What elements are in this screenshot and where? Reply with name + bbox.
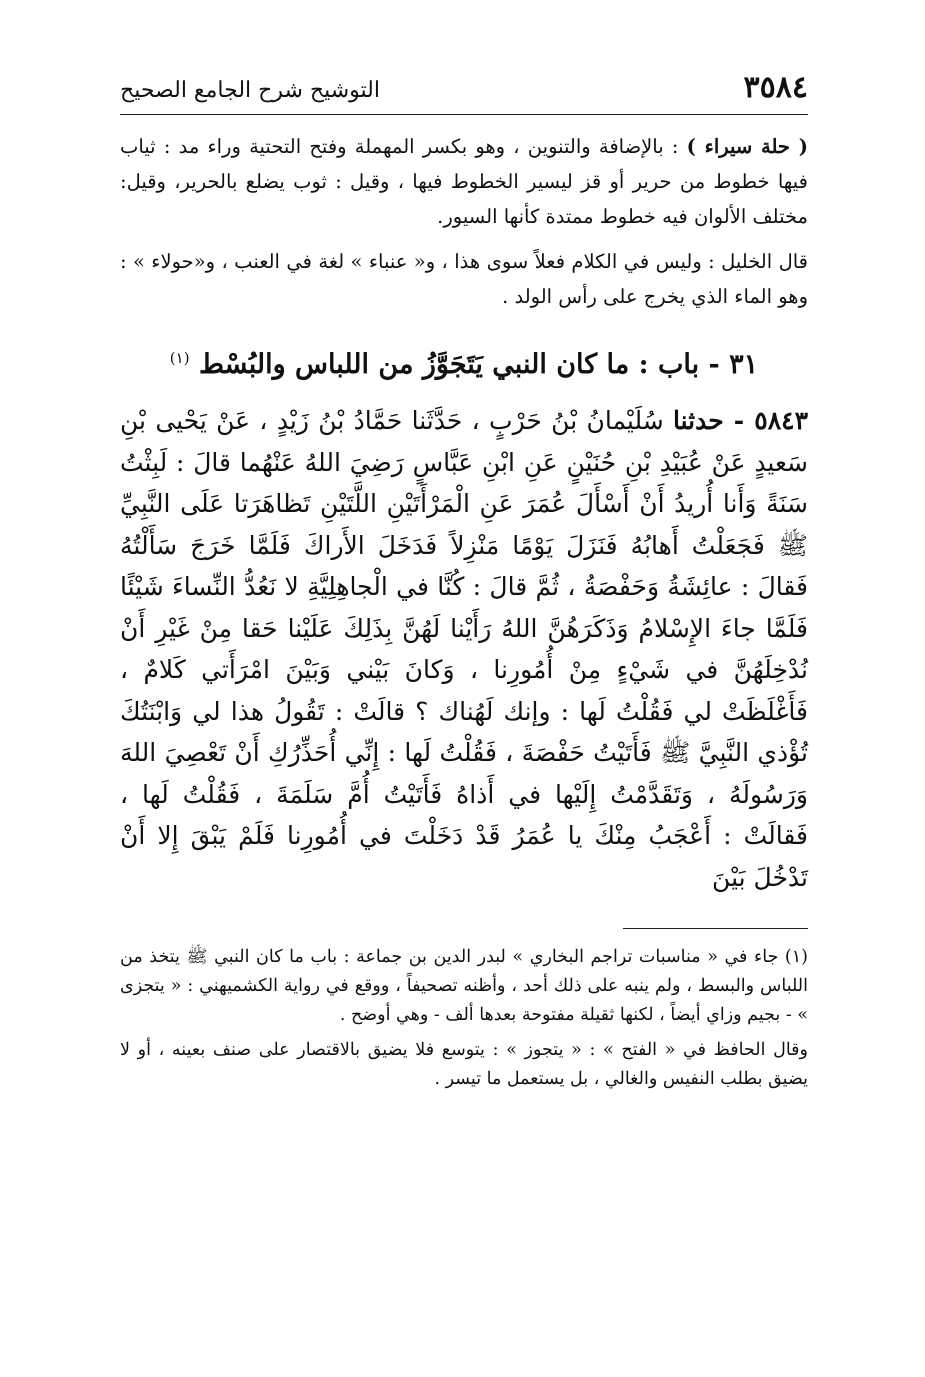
hadith-body: سُلَيْمانُ بْنُ حَرْبٍ ، حَدَّثَنا حَمَّادُ بْنُ زَيْدٍ ، عَنْ يَحْيى بْنِ سَعيدٍ عَنْ عُبَيْدِ بْنِ حُنَيْنٍ عَنِ ابْنِ عَبَّاسٍ رَضِيَ اللهُ عَنْهُما قالَ : لَبِثْتُ سَنَةً وَأَنا أُريدُ أَنْ أَسْأَلَ عُمَرَ عَنِ الْمَرْأَتَيْنِ اللَّتَيْنِ تَظاهَرَتا عَلَى النَّبِيِّ ﷺ فَجَعَلْتُ أَهابُهُ فَنَزَلَ يَوْمًا مَنْزِلاً فَدَخَلَ الأَراكَ فَلَمَّا خَرَجَ سَأَلْتُهُ فَقالَ : عائِشَةُ وَحَفْصَةُ ، ثُمَّ قالَ : كُنَّا في الْجاهِلِيَّةِ لا نَعُدُّ النِّساءَ شَيْئًا فَلَمَّا جاءَ الإِسْلامُ وَذَكَرَهُنَّ اللهُ رَأَيْنا لَهُنَّ بِذَلِكَ عَلَيْنا حَقا مِنْ غَيْرِ أَنْ نُدْخِلَهُنَّ في شَيْءٍ مِنْ أُمُورِنا ، وَكانَ بَيْني وَبَيْنَ امْرَأَتي كَلامٌ ، فَأَغْلَظَتْ لي فَقُلْتُ لَها : وإنك لَهُناك ؟ قالَتْ : تَقُولُ هذا لي وَابْنَتُكَ تُؤْذي النَّبِيَّ ﷺ فَأَتَيْتُ حَفْصَةَ ، فَقُلْتُ لَها : إِنِّي أُحَذِّرُكِ أَنْ تَعْصِيَ اللهَ وَرَسُولَهُ ، وَتَقَدَّمْتُ إِلَيْها في أَذاهُ فَأَتَيْتُ أُمَّ سَلَمَةَ ، فَقُلْتُ لَها ، فَقالَتْ : أَعْجَبُ مِنْكَ يا عُمَرُ قَدْ دَخَلْتَ في أُمُورِنا فَلَمْ يَبْقَ إِلا أَنْ تَدْخُلَ بَيْنَ [120, 406, 808, 892]
commentary-text: : بالإضافة والتنوين ، وهو بكسر المهملة وفتح التحتية وراء مد : ثياب فيها خطوط من حرير أو قز ليسير الخطوط فيها ، وقيل : ثوب يضلع بالحرير، وقيل: مختلف الألوان فيه خطوط ممتدة كأنها السيور. [120, 135, 808, 228]
book-page [120, 70, 808, 1094]
chapter-heading [120, 332, 808, 384]
footnote-2: وقال الحافظ في « الفتح » : « يتجوز » : يتوسع فلا يضيق بالاقتصار على صنف بعينه ، أو لا يضيق بطلب النفيس والغالي ، بل يستعمل ما تيسر . [120, 1040, 808, 1089]
hadith-text [120, 400, 808, 898]
chapter-title: ٣١ - باب : ما كان النبي يَتَجَوَّزُ من اللباس والبُسْط [198, 349, 759, 380]
footnote-ref: (١) [169, 349, 190, 367]
commentary-paragraph-2: قال الخليل : وليس في الكلام فعلاً سوى هذا ، و« عنباء » لغة في العنب ، و«حولاء » : وهو الماء الذي يخرج على رأس الولد . [120, 250, 808, 308]
running-title: التوشيح شرح الجامع الصحيح [120, 78, 380, 103]
commentary-term: ( حلة سيراء ) [686, 135, 808, 158]
footnote-1: (١) جاء في « مناسبات تراجم البخاري » لبدر الدين بن جماعة : باب ما كان النبي ﷺ يتخذ من اللباس والبسط ، ولم ينبه على ذلك أحد ، وأظنه تصحيفاً ، ووقع في رواية الكشميهني : « يتجزى » - بجيم وزاي أيضاً ، لكنها ثقيلة مفتوحة بعدها ألف - وهي أوضح . [120, 947, 808, 1025]
page-header [120, 70, 808, 115]
commentary-paragraph [120, 129, 808, 234]
hadith-number: ٥٨٤٣ - حدثنا [673, 406, 808, 435]
footnote-separator [623, 928, 808, 929]
page-number: ٣٥٨٤ [743, 70, 808, 105]
